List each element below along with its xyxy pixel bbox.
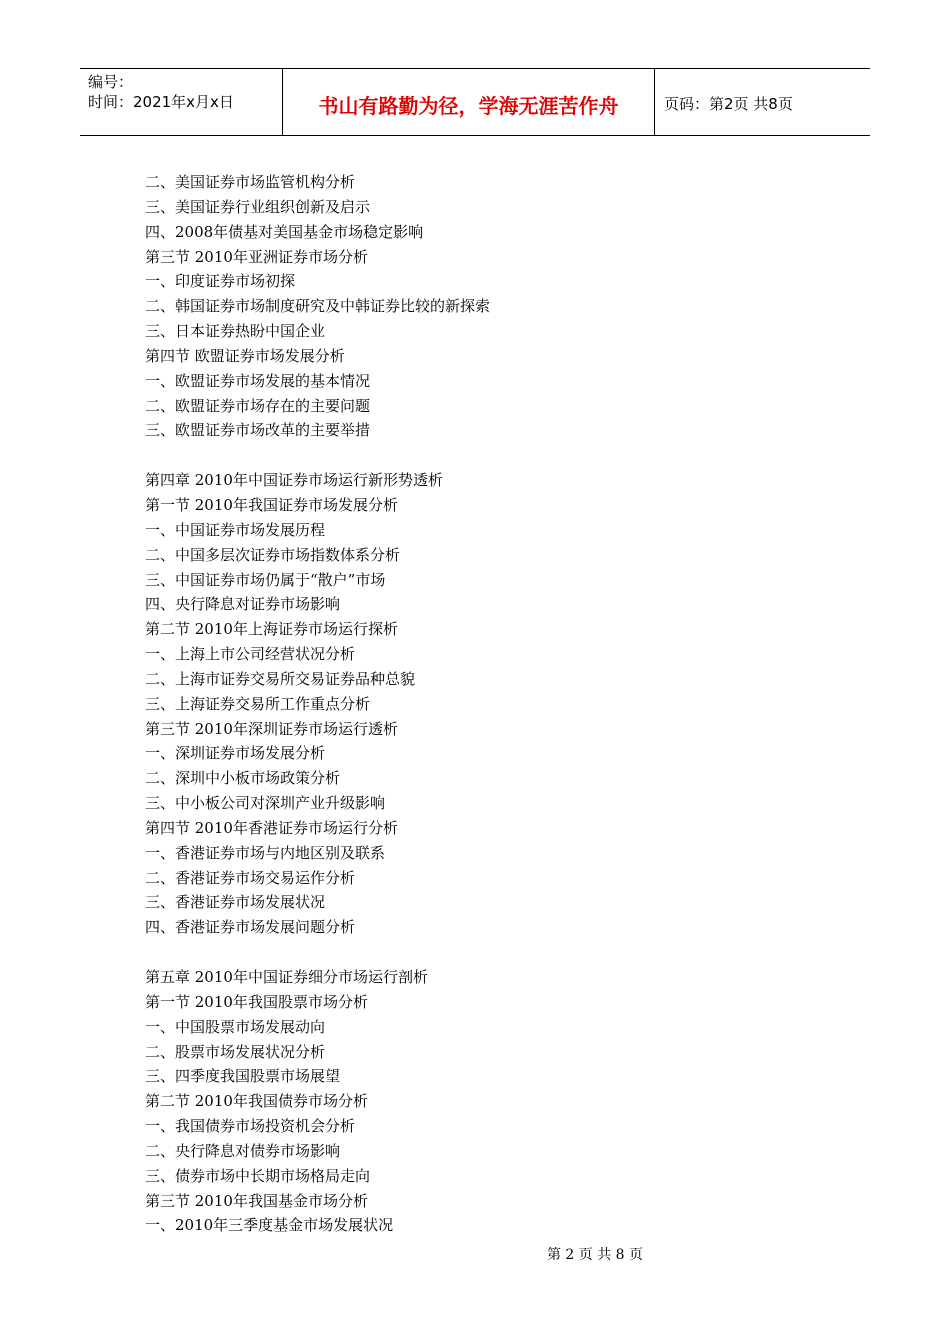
- toc-line: 第二节 2010年我国债券市场分析: [145, 1092, 368, 1111]
- toc-line: 一、中国证券市场发展历程: [145, 520, 326, 539]
- toc-line: 一、欧盟证券市场发展的基本情况: [145, 371, 371, 390]
- toc-line: 第四节 欧盟证券市场发展分析: [145, 346, 345, 365]
- toc-line: 一、印度证券市场初探: [145, 272, 296, 291]
- toc-line: 第一节 2010年我国股票市场分析: [145, 992, 368, 1011]
- document-time-label: 时间：2021年x月x日: [88, 93, 234, 111]
- toc-line: 一、2010年三季度基金市场发展状况: [145, 1216, 394, 1235]
- toc-section-2: [145, 468, 845, 940]
- toc-line: 三、美国证券行业组织创新及启示: [145, 197, 371, 216]
- section-gap: [145, 940, 845, 965]
- toc-line: 四、央行降息对证券市场影响: [145, 595, 341, 614]
- toc-line: 三、欧盟证券市场改革的主要举措: [145, 421, 371, 440]
- toc-line: 第四章 2010年中国证券市场运行新形势透析: [145, 471, 443, 490]
- toc-line: 一、深圳证券市场发展分析: [145, 744, 326, 763]
- toc-line: 一、上海上市公司经营状况分析: [145, 645, 356, 664]
- toc-line: 第一节 2010年我国证券市场发展分析: [145, 495, 398, 514]
- document-number-label: 编号：: [88, 73, 134, 91]
- toc-line: 三、债券市场中长期市场格局走向: [145, 1166, 371, 1185]
- toc-line: 二、香港证券市场交易运作分析: [145, 868, 356, 887]
- toc-line: 二、上海市证券交易所交易证券品种总貌: [145, 669, 416, 688]
- toc-line: 第三节 2010年亚洲证券市场分析: [145, 247, 368, 266]
- header-page-info: 页码：第2页 共8页: [664, 94, 793, 113]
- toc-line: 三、四季度我国股票市场展望: [145, 1067, 341, 1086]
- toc-line: 二、韩国证券市场制度研究及中韩证券比较的新探索: [145, 297, 491, 316]
- section-gap: [145, 443, 845, 468]
- toc-line: 二、美国证券市场监管机构分析: [145, 173, 356, 191]
- toc-section-1: [145, 170, 845, 443]
- toc-line: 第二节 2010年上海证券市场运行探析: [145, 620, 398, 639]
- toc-line: 第四节 2010年香港证券市场运行分析: [145, 818, 398, 837]
- toc-line: 二、股票市场发展状况分析: [145, 1042, 326, 1061]
- header-meta: [80, 69, 283, 135]
- toc-line: 三、上海证券交易所工作重点分析: [145, 694, 371, 713]
- toc-line: 三、中国证券市场仍属于“散户”市场: [145, 570, 386, 589]
- toc-line: 二、中国多层次证券市场指数体系分析: [145, 545, 401, 564]
- toc-section-3: [145, 965, 845, 1238]
- toc-line: 三、中小板公司对深圳产业升级影响: [145, 794, 386, 813]
- page-header: [80, 68, 870, 136]
- toc-line: 四、香港证券市场发展问题分析: [145, 918, 356, 937]
- toc-line: 一、中国股票市场发展动向: [145, 1017, 326, 1036]
- toc-line: 三、香港证券市场发展状况: [145, 893, 326, 912]
- toc-line: 二、深圳中小板市场政策分析: [145, 769, 341, 788]
- toc-line: 四、2008年债基对美国基金市场稳定影响: [145, 222, 424, 241]
- toc-line: 第五章 2010年中国证券细分市场运行剖析: [145, 968, 428, 986]
- page-footer: 第 2 页 共 8 页: [546, 1247, 644, 1263]
- toc-line: 第三节 2010年我国基金市场分析: [145, 1191, 368, 1210]
- header-motto: 书山有路勤为径，学海无涯苦作舟: [283, 69, 655, 135]
- toc-line: 第三节 2010年深圳证券市场运行透析: [145, 719, 398, 738]
- toc-line: 二、央行降息对债券市场影响: [145, 1141, 341, 1160]
- table-of-contents: [145, 170, 845, 1238]
- toc-line: 三、日本证券热盼中国企业: [145, 322, 326, 341]
- toc-line: 一、我国债券市场投资机会分析: [145, 1117, 356, 1136]
- toc-line: 一、香港证券市场与内地区别及联系: [145, 843, 386, 862]
- toc-line: 二、欧盟证券市场存在的主要问题: [145, 396, 371, 415]
